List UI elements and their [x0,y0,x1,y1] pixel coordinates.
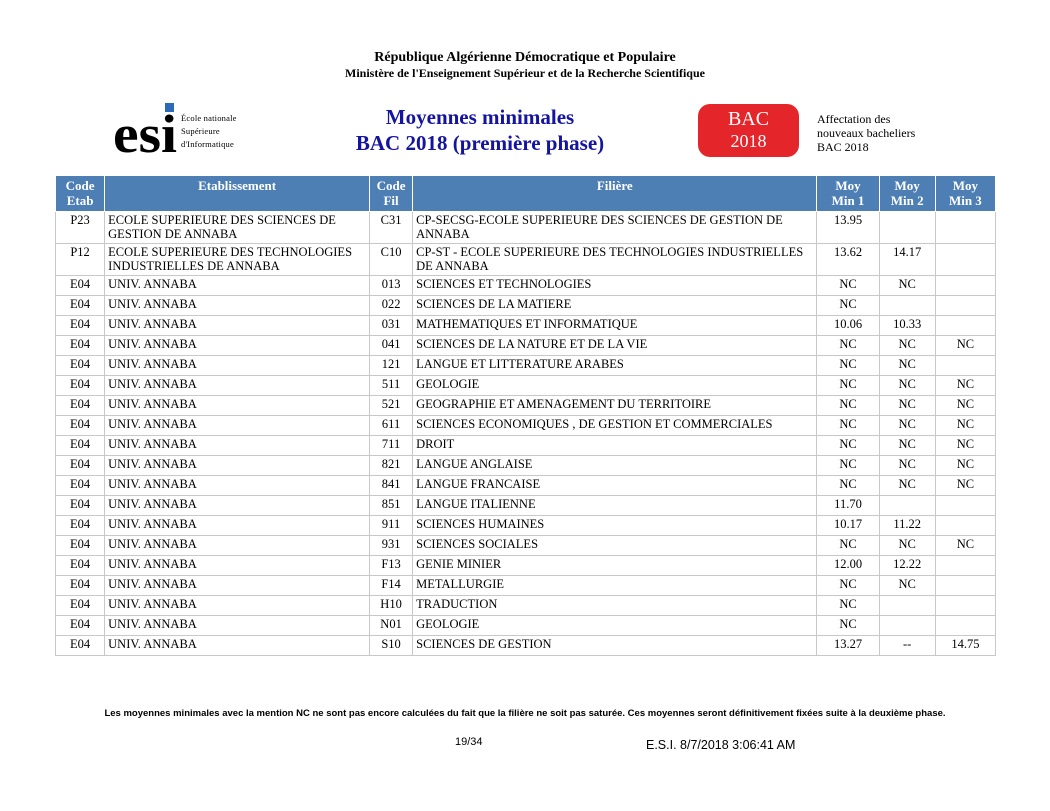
cell-filiere: SCIENCES ECONOMIQUES , DE GESTION ET COMMERCIALES [413,416,817,436]
affectation-line-2: nouveaux bacheliers [817,126,916,140]
cell-min3: 14.75 [935,636,995,656]
moyennes-table [55,175,996,656]
cell-min1: NC [817,276,879,296]
cell-min2: NC [879,476,935,496]
cell-min1: 11.70 [817,496,879,516]
cell-code-etab: E04 [56,556,105,576]
cell-etab: UNIV. ANNABA [105,356,370,376]
cell-min3: NC [935,476,995,496]
esi-logo-mark [113,100,183,160]
cell-filiere: LANGUE FRANCAISE [413,476,817,496]
cell-min1: NC [817,536,879,556]
cell-code-etab: P12 [56,244,105,276]
cell-code-fil: 521 [370,396,413,416]
affectation-note [817,112,915,154]
cell-min2: 12.22 [879,556,935,576]
cell-min2: NC [879,536,935,556]
table-header-row [56,176,996,212]
header-republique: République Algérienne Démocratique et Populaire [374,50,676,65]
cell-min2: NC [879,356,935,376]
table-row [56,416,996,436]
cell-filiere: SCIENCES DE GESTION [413,636,817,656]
cell-etab: UNIV. ANNABA [105,516,370,536]
cell-code-etab: E04 [56,416,105,436]
cell-etab: UNIV. ANNABA [105,536,370,556]
cell-min2: NC [879,336,935,356]
cell-min3: NC [935,536,995,556]
cell-code-fil: 821 [370,456,413,476]
cell-etab: UNIV. ANNABA [105,616,370,636]
cell-filiere: SCIENCES HUMAINES [413,516,817,536]
cell-code-fil: 841 [370,476,413,496]
cell-filiere: SCIENCES SOCIALES [413,536,817,556]
bac-2018-badge [698,104,799,157]
cell-code-etab: E04 [56,336,105,356]
cell-etab: UNIV. ANNABA [105,556,370,576]
cell-min3 [935,496,995,516]
cell-filiere: LANGUE ITALIENNE [413,496,817,516]
cell-filiere: GEOLOGIE [413,376,817,396]
cell-code-fil: 121 [370,356,413,376]
cell-filiere: SCIENCES ET TECHNOLOGIES [413,276,817,296]
cell-code-etab: E04 [56,476,105,496]
table-row [56,396,996,416]
cell-etab: UNIV. ANNABA [105,396,370,416]
print-stamp: E.S.I. 8/7/2018 3:06:41 AM [646,738,796,752]
footnote: Les moyennes minimales avec la mention NC ne sont pas encore calculées du fait que la filière ne soit pas saturée. Ces moyennes seront définitivement fixées suite à la deuxième phase. [104,708,946,719]
logo-line-1: École nationale [181,113,237,123]
cell-min3 [935,556,995,576]
cell-min2: NC [879,576,935,596]
cell-min1: NC [817,356,879,376]
cell-etab: ECOLE SUPERIEURE DES SCIENCES DE GESTION DE ANNABA [105,212,370,244]
col-header-code-etab: Code Etab [56,176,105,212]
cell-min2: NC [879,436,935,456]
cell-min2 [879,596,935,616]
cell-etab: UNIV. ANNABA [105,496,370,516]
cell-code-etab: P23 [56,212,105,244]
cell-min3 [935,356,995,376]
col-header-min3: Moy Min 3 [935,176,995,212]
cell-min1: NC [817,296,879,316]
cell-etab: UNIV. ANNABA [105,276,370,296]
cell-min3: NC [935,376,995,396]
cell-min1: NC [817,456,879,476]
badge-line-2: 2018 [730,131,767,151]
cell-filiere: SCIENCES DE LA MATIERE [413,296,817,316]
cell-code-etab: E04 [56,636,105,656]
cell-filiere: MATHEMATIQUES ET INFORMATIQUE [413,316,817,336]
table-row [56,296,996,316]
cell-min1: NC [817,416,879,436]
cell-min1: NC [817,396,879,416]
cell-min1: NC [817,596,879,616]
cell-etab: UNIV. ANNABA [105,596,370,616]
table-row [56,436,996,456]
cell-min1: NC [817,616,879,636]
cell-min2: 10.33 [879,316,935,336]
table-row [56,276,996,296]
cell-etab: UNIV. ANNABA [105,436,370,456]
cell-code-fil: F13 [370,556,413,576]
logo-mark-text: esi [113,104,177,160]
cell-filiere: GENIE MINIER [413,556,817,576]
cell-min2: 14.17 [879,244,935,276]
cell-min2: NC [879,456,935,476]
cell-filiere: GEOLOGIE [413,616,817,636]
cell-code-fil: H10 [370,596,413,616]
table-row [56,316,996,336]
cell-min3: NC [935,336,995,356]
cell-code-fil: N01 [370,616,413,636]
cell-min3: NC [935,436,995,456]
cell-filiere: CP-ST - ECOLE SUPERIEURE DES TECHNOLOGIES INDUSTRIELLES DE ANNABA [413,244,817,276]
cell-min3 [935,212,995,244]
cell-filiere: GEOGRAPHIE ET AMENAGEMENT DU TERRITOIRE [413,396,817,416]
cell-code-etab: E04 [56,576,105,596]
page-title: Moyennes minimales [385,105,575,129]
cell-min2: NC [879,416,935,436]
cell-code-etab: E04 [56,436,105,456]
affectation-line-1: Affectation des [817,112,891,126]
cell-code-fil: S10 [370,636,413,656]
cell-code-etab: E04 [56,296,105,316]
col-header-filiere: Filière [413,176,817,212]
cell-code-fil: 511 [370,376,413,396]
table-row [56,576,996,596]
cell-code-fil: 022 [370,296,413,316]
cell-min3: NC [935,396,995,416]
cell-etab: UNIV. ANNABA [105,376,370,396]
cell-code-etab: E04 [56,536,105,556]
cell-min1: NC [817,576,879,596]
cell-etab: UNIV. ANNABA [105,316,370,336]
cell-min3 [935,276,995,296]
cell-min3 [935,516,995,536]
cell-min3 [935,296,995,316]
table-row [56,556,996,576]
cell-min1: 10.17 [817,516,879,536]
cell-etab: UNIV. ANNABA [105,576,370,596]
cell-code-etab: E04 [56,596,105,616]
cell-etab: UNIV. ANNABA [105,636,370,656]
cell-filiere: LANGUE ANGLAISE [413,456,817,476]
cell-min2: 11.22 [879,516,935,536]
esi-logo [113,100,263,160]
cell-min1: NC [817,476,879,496]
cell-etab: UNIV. ANNABA [105,336,370,356]
cell-min1: 10.06 [817,316,879,336]
cell-min1: 13.62 [817,244,879,276]
table-row [56,596,996,616]
cell-code-etab: E04 [56,316,105,336]
cell-min3 [935,596,995,616]
logo-line-3: d'Informatique [181,139,234,149]
cell-min3: NC [935,456,995,476]
cell-code-etab: E04 [56,456,105,476]
cell-filiere: LANGUE ET LITTERATURE ARABES [413,356,817,376]
cell-code-etab: E04 [56,276,105,296]
cell-min2: NC [879,376,935,396]
header-ministere: Ministère de l'Enseignement Supérieur et de la Recherche Scientifique [345,66,705,80]
cell-min1: NC [817,376,879,396]
cell-min2: NC [879,276,935,296]
table-row [56,496,996,516]
cell-filiere: METALLURGIE [413,576,817,596]
cell-etab: UNIV. ANNABA [105,416,370,436]
table-row [56,244,996,276]
cell-code-etab: E04 [56,356,105,376]
cell-etab: UNIV. ANNABA [105,456,370,476]
cell-code-fil: C10 [370,244,413,276]
cell-code-fil: C31 [370,212,413,244]
cell-code-fil: 031 [370,316,413,336]
cell-min2 [879,212,935,244]
cell-min3 [935,616,995,636]
cell-code-fil: 611 [370,416,413,436]
cell-code-etab: E04 [56,396,105,416]
badge-line-1: BAC [727,108,770,130]
col-header-code-fil: Code Fil [370,176,413,212]
cell-min2 [879,296,935,316]
cell-code-fil: 911 [370,516,413,536]
cell-min1: 13.27 [817,636,879,656]
table-row [56,536,996,556]
cell-min1: NC [817,336,879,356]
cell-code-fil: 041 [370,336,413,356]
cell-filiere: TRADUCTION [413,596,817,616]
cell-code-etab: E04 [56,496,105,516]
col-header-min2: Moy Min 2 [879,176,935,212]
cell-code-fil: 013 [370,276,413,296]
col-header-etablissement: Etablissement [105,176,370,212]
cell-min3 [935,316,995,336]
cell-min2 [879,616,935,636]
cell-filiere: DROIT [413,436,817,456]
page-number: 19/34 [455,736,483,748]
cell-min3 [935,244,995,276]
cell-code-fil: 711 [370,436,413,456]
cell-code-etab: E04 [56,516,105,536]
cell-etab: ECOLE SUPERIEURE DES TECHNOLOGIES INDUSTRIELLES DE ANNABA [105,244,370,276]
table-row [56,636,996,656]
table-row [56,376,996,396]
cell-min2: NC [879,396,935,416]
cell-min3: NC [935,416,995,436]
cell-min1: 13.95 [817,212,879,244]
cell-code-etab: E04 [56,376,105,396]
cell-min3 [935,576,995,596]
cell-etab: UNIV. ANNABA [105,296,370,316]
table-row [56,212,996,244]
table-row [56,476,996,496]
cell-code-fil: F14 [370,576,413,596]
cell-min2 [879,496,935,516]
table-row [56,336,996,356]
table-row [56,516,996,536]
cell-min1: 12.00 [817,556,879,576]
cell-etab: UNIV. ANNABA [105,476,370,496]
cell-code-fil: 931 [370,536,413,556]
cell-code-etab: E04 [56,616,105,636]
cell-filiere: CP-SECSG-ECOLE SUPERIEURE DES SCIENCES DE GESTION DE ANNABA [413,212,817,244]
table-row [56,356,996,376]
cell-filiere: SCIENCES DE LA NATURE ET DE LA VIE [413,336,817,356]
cell-min2: -- [879,636,935,656]
affectation-line-3: BAC 2018 [817,140,869,154]
cell-min1: NC [817,436,879,456]
logo-line-2: Supérieure [181,126,220,136]
cell-code-fil: 851 [370,496,413,516]
table-row [56,616,996,636]
page-subtitle: BAC 2018 (première phase) [355,131,605,155]
col-header-min1: Moy Min 1 [817,176,879,212]
table-row [56,456,996,476]
